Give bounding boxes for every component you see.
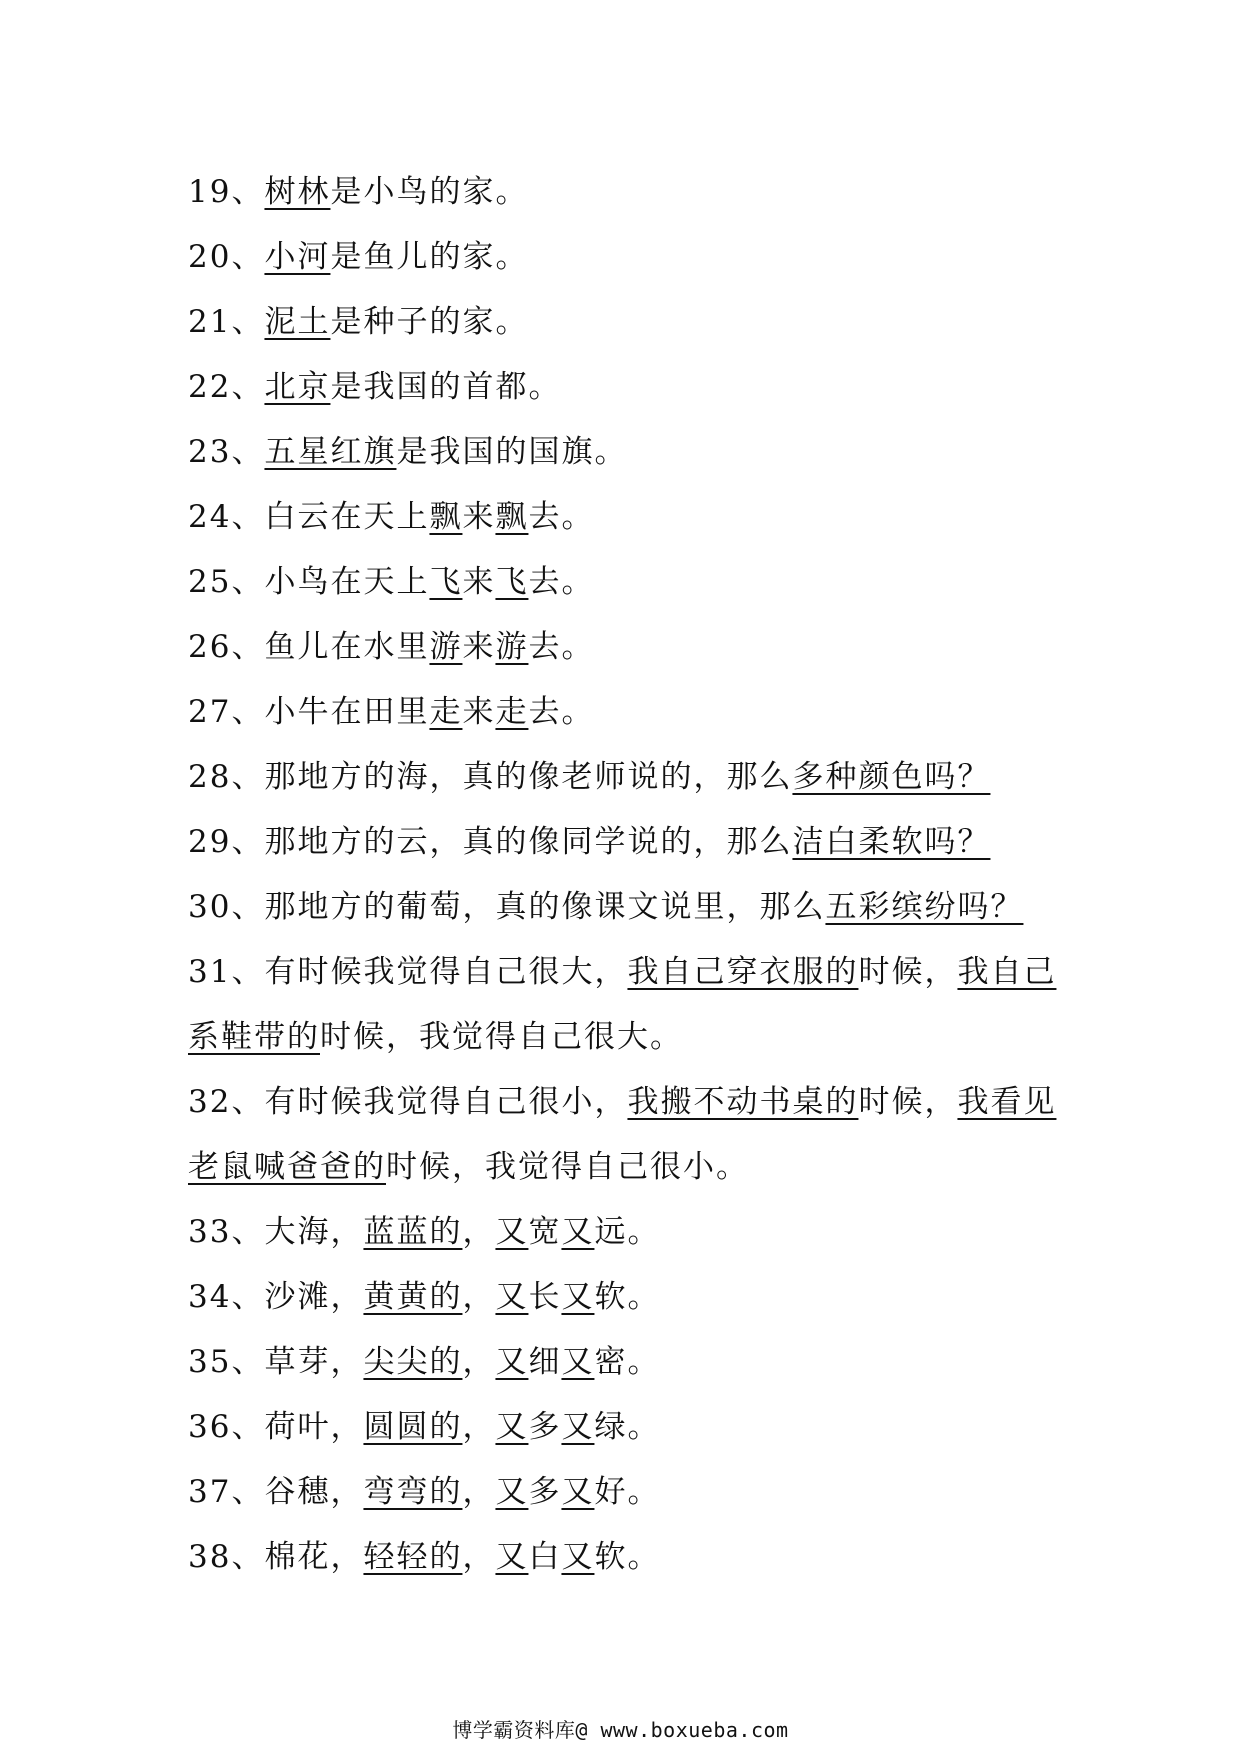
sentence-text: ， [462, 1214, 496, 1250]
exercise-line [188, 615, 1068, 680]
exercise-line [188, 290, 1068, 355]
sentence-text: 是我国的首都。 [330, 369, 562, 405]
underlined-answer: 又 [561, 1344, 595, 1380]
sentence-text: 来 [462, 499, 496, 535]
item-number: 21、 [188, 304, 265, 340]
underlined-answer: 又 [495, 1539, 529, 1575]
item-number: 34、 [188, 1279, 265, 1315]
exercise-line [188, 1200, 1068, 1265]
sentence-text: 密。 [594, 1344, 661, 1380]
underlined-answer: 小河 [264, 239, 331, 275]
sentence-text: 多 [528, 1474, 562, 1510]
sentence-text: ， [462, 1409, 496, 1445]
sentence-text: 时候，我觉得自己很大。 [320, 1019, 683, 1055]
item-number: 38、 [188, 1539, 265, 1575]
sentence-text: 去。 [528, 564, 595, 600]
underlined-answer: 走 [495, 694, 529, 730]
item-number: 20、 [188, 239, 265, 275]
item-number: 31、 [188, 954, 265, 990]
item-number: 28、 [188, 759, 265, 795]
underlined-answer: 轻轻的 [363, 1539, 463, 1575]
sentence-text: 长 [528, 1279, 562, 1315]
underlined-answer: 飘 [495, 499, 529, 535]
underlined-answer: 又 [561, 1279, 595, 1315]
sentence-text: 时候， [858, 954, 958, 990]
sentence-text: 是鱼儿的家。 [330, 239, 529, 275]
sentence-text: 那地方的葡萄，真的像课文说里，那么 [264, 889, 826, 925]
exercise-line [188, 420, 1068, 485]
underlined-answer: 又 [495, 1344, 529, 1380]
exercise-line [188, 160, 1068, 225]
underlined-answer: 我看见老鼠喊爸爸的 [188, 1084, 1057, 1185]
sentence-text: 去。 [528, 694, 595, 730]
underlined-answer: 又 [561, 1409, 595, 1445]
item-number: 37、 [188, 1474, 265, 1510]
sentence-text: 小牛在田里 [264, 694, 430, 730]
underlined-answer: 又 [495, 1279, 529, 1315]
exercise-line [188, 680, 1068, 745]
item-number: 27、 [188, 694, 265, 730]
sentence-text: 有时候我觉得自己很大， [264, 954, 628, 990]
exercise-line [188, 810, 1068, 875]
exercise-line [188, 355, 1068, 420]
item-number: 19、 [188, 174, 265, 210]
underlined-answer: 又 [495, 1474, 529, 1510]
underlined-answer: 我自己穿衣服的 [627, 954, 859, 990]
sentence-text: 是种子的家。 [330, 304, 529, 340]
sentence-text: 白云在天上 [264, 499, 430, 535]
sentence-text: 软。 [594, 1539, 661, 1575]
underlined-answer: 五彩缤纷吗？ [825, 889, 1024, 925]
footer-watermark: 博学霸资料库@ www.boxueba.com [452, 1718, 789, 1742]
underlined-answer: 尖尖的 [363, 1344, 463, 1380]
sentence-text: 来 [462, 694, 496, 730]
item-number: 22、 [188, 369, 265, 405]
sentence-text: 多 [528, 1409, 562, 1445]
sentence-text: 去。 [528, 629, 595, 665]
sentence-text: 去。 [528, 499, 595, 535]
sentence-text: 有时候我觉得自己很小， [264, 1084, 628, 1120]
exercise-line [188, 1265, 1068, 1330]
sentence-text: 荷叶， [264, 1409, 364, 1445]
sentence-text: ， [462, 1539, 496, 1575]
underlined-answer: 又 [495, 1409, 529, 1445]
exercise-list [188, 160, 1068, 1590]
underlined-answer: 走 [429, 694, 463, 730]
item-number: 24、 [188, 499, 265, 535]
underlined-answer: 又 [561, 1474, 595, 1510]
exercise-line [188, 745, 1068, 810]
sentence-text: 来 [462, 564, 496, 600]
underlined-answer: 飞 [495, 564, 529, 600]
exercise-line [188, 550, 1068, 615]
item-number: 29、 [188, 824, 265, 860]
item-number: 26、 [188, 629, 265, 665]
sentence-text: 鱼儿在水里 [264, 629, 430, 665]
exercise-line [188, 1070, 1068, 1200]
exercise-line [188, 1460, 1068, 1525]
sentence-text: 是我国的国旗。 [396, 434, 628, 470]
underlined-answer: 飘 [429, 499, 463, 535]
sentence-text: 绿。 [594, 1409, 661, 1445]
sentence-text: 时候，我觉得自己很小。 [386, 1149, 749, 1185]
exercise-line [188, 1525, 1068, 1590]
exercise-line [188, 1330, 1068, 1395]
sentence-text: 细 [528, 1344, 562, 1380]
exercise-line [188, 225, 1068, 290]
underlined-answer: 泥土 [264, 304, 331, 340]
underlined-answer: 我自己系鞋带的 [188, 954, 1057, 1055]
sentence-text: 那地方的云，真的像同学说的，那么 [264, 824, 793, 860]
sentence-text: 那地方的海，真的像老师说的，那么 [264, 759, 793, 795]
underlined-answer: 洁白柔软吗？ [792, 824, 991, 860]
underlined-answer: 北京 [264, 369, 331, 405]
exercise-line [188, 940, 1068, 1070]
sentence-text: ， [462, 1344, 496, 1380]
underlined-answer: 五星红旗 [264, 434, 397, 470]
item-number: 32、 [188, 1084, 265, 1120]
underlined-answer: 我搬不动书桌的 [627, 1084, 859, 1120]
item-number: 30、 [188, 889, 265, 925]
exercise-line [188, 875, 1068, 940]
underlined-answer: 又 [495, 1214, 529, 1250]
underlined-answer: 又 [561, 1214, 595, 1250]
underlined-answer: 弯弯的 [363, 1474, 463, 1510]
item-number: 25、 [188, 564, 265, 600]
underlined-answer: 蓝蓝的 [363, 1214, 463, 1250]
sentence-text: 软。 [594, 1279, 661, 1315]
item-number: 33、 [188, 1214, 265, 1250]
exercise-line [188, 1395, 1068, 1460]
sentence-text: ， [462, 1474, 496, 1510]
sentence-text: 宽 [528, 1214, 562, 1250]
underlined-answer: 树林 [264, 174, 331, 210]
sentence-text: 大海， [264, 1214, 364, 1250]
sentence-text: ， [462, 1279, 496, 1315]
sentence-text: 小鸟在天上 [264, 564, 430, 600]
underlined-answer: 圆圆的 [363, 1409, 463, 1445]
item-number: 36、 [188, 1409, 265, 1445]
underlined-answer: 又 [561, 1539, 595, 1575]
sentence-text: 沙滩， [264, 1279, 364, 1315]
item-number: 35、 [188, 1344, 265, 1380]
underlined-answer: 飞 [429, 564, 463, 600]
sentence-text: 草芽， [264, 1344, 364, 1380]
underlined-answer: 游 [429, 629, 463, 665]
sentence-text: 白 [528, 1539, 562, 1575]
sentence-text: 好。 [594, 1474, 661, 1510]
sentence-text: 来 [462, 629, 496, 665]
sentence-text: 时候， [858, 1084, 958, 1120]
exercise-line [188, 485, 1068, 550]
sentence-text: 是小鸟的家。 [330, 174, 529, 210]
underlined-answer: 游 [495, 629, 529, 665]
underlined-answer: 黄黄的 [363, 1279, 463, 1315]
sentence-text: 远。 [594, 1214, 661, 1250]
underlined-answer: 多种颜色吗？ [792, 759, 991, 795]
sentence-text: 棉花， [264, 1539, 364, 1575]
item-number: 23、 [188, 434, 265, 470]
sentence-text: 谷穗， [264, 1474, 364, 1510]
